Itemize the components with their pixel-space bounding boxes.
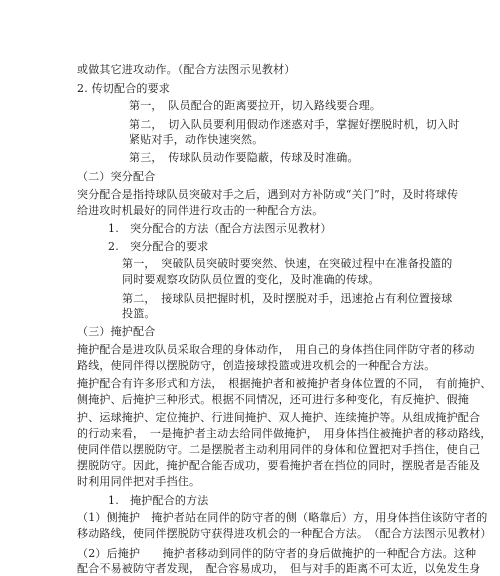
list-item: 1. 突分配合的方法（配合方法图示见教材） (108, 222, 332, 235)
text-line: 突分配合是指持球队员突破对手之后，遇到对方补防或“关门”时，及时将球传 (77, 188, 459, 201)
text-line: 紧贴对手，动作快速突然。 (129, 133, 264, 146)
text-line: （1）侧掩护 掩护者站在同伴的防守者的侧（略靠后）方，用身体挡住该防守者的 (77, 511, 488, 524)
list-item: 1. 掩护配合的方法 (108, 494, 209, 507)
text-line: 同时要观察攻防队员位置的变化，及时准确的传球。 (122, 273, 380, 286)
text-line: 使同伴借以摆脱防守。二是摆脱者主动利用同伴的身体和位置把对手挡住，使自己 (77, 443, 481, 456)
text-line: 掩护配合有许多形式和方法， 根据掩护者和被掩护者身体位置的不同， 有前掩护、 (77, 377, 492, 390)
text-line: 第一， 突破队员突破时要突然、快速，在突破过程中在准备投篮的 (122, 257, 453, 270)
text-line: 侧掩护、后掩护三种形式。根据不同情况，还可进行多种变化，有反掩护、假掩 (77, 393, 469, 406)
text-line: 第一， 队员配合的距离要拉开，切入路线要合理。 (129, 99, 382, 112)
text-line: 路线，使同伴得以摆脱防守，创造接球投篮或进攻机会的一种配合方法。 (77, 359, 436, 372)
text-line: 的行动来看， 一是掩护者主动去给同伴做掩护， 用身体挡住被掩护者的移动路线， (77, 427, 492, 440)
text-line: 第二， 接球队员把握时机，及时摆脱对手，迅速抢占有利位置接球 (122, 292, 453, 305)
list-item: 2. 突分配合的要求 (108, 240, 209, 253)
section-heading: （三）掩护配合 (77, 325, 156, 338)
text-line: 护、运球掩护、定位掩护、行进间掩护、双人掩护、连续掩护等。从组成掩护配合 (77, 411, 481, 424)
text-line: 第三， 传球队员动作要隐蔽，传球及时准确。 (129, 151, 359, 164)
text-line: 或做其它进攻动作。（配合方法图示见教材） (77, 63, 296, 76)
text-line: 移动路线，使同伴摆脱防守获得进攻机会的一种配合方法。 （配合方法图示见教材） (77, 527, 492, 540)
text-line: 掩护配合是进攻队员采取合理的身体动作， 用自己的身体挡住同伴防守者的移动 (77, 343, 475, 356)
text-line: 第二， 切入队员要利用假动作迷惑对手，掌握好摆脱时机，切入时 (129, 118, 460, 131)
text-line: （2）后掩护 掩护者移动到同伴的防守者的身后做掩护的一种配合方法。这种 (77, 547, 477, 560)
text-line: 给进攻时机最好的同伴进行攻击的一种配合方法。 (77, 204, 324, 217)
text-line: 摆脱防守。因此，掩护配合能否成功，要看掩护者在挡位的同时，摆脱者是否能及 (77, 459, 481, 472)
section-heading: 2. 传切配合的要求 (77, 82, 170, 95)
text-line: 投篮。 (122, 307, 156, 320)
section-heading: （二）突分配合 (77, 170, 156, 183)
text-line: 时利用同伴把对手挡住。 (77, 475, 201, 488)
text-line: 配合不易被防守者发现， 配合容易成功， 但与对手的距离不可太近，以免发生身 (77, 562, 481, 575)
